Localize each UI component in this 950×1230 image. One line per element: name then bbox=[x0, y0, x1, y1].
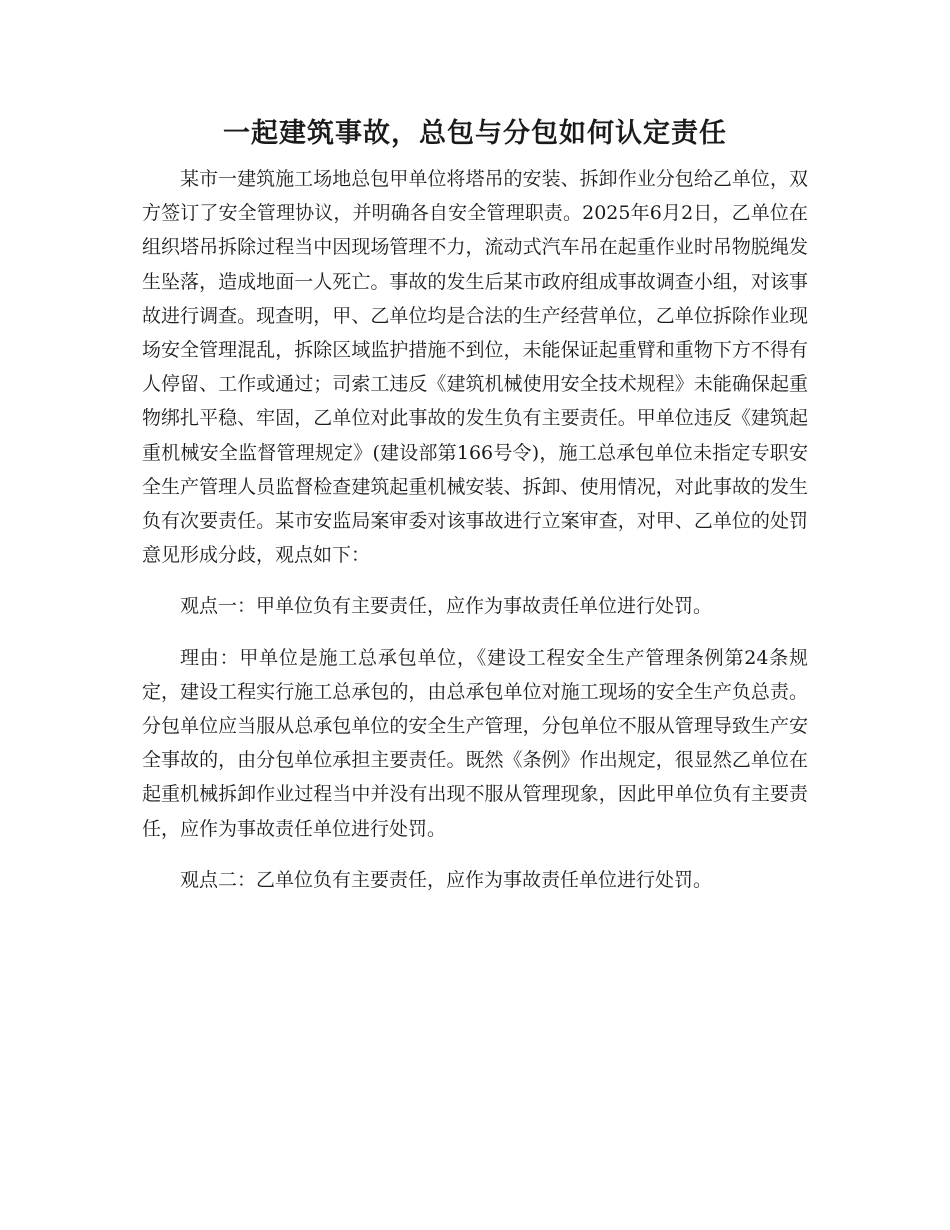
paragraph-viewpoint-two: 观点二：乙单位负有主要责任，应作为事故责任单位进行处罚。 bbox=[180, 868, 713, 891]
paragraph-case-description: 某市一建筑施工场地总包甲单位将塔吊的安装、拆卸作业分包给乙单位，双方签订了安全管理协议，并明确各自安全管理职责。2025年6月2日，乙单位在组织塔吊拆除过程当中因现场管理不力，流动式汽车吊在起重作业时吊物脱绳发生坠落，造成地面一人死亡。事故的发生后某市政府组成事故调查小组，对该事故进行调查。现查明，甲、乙单位均是合法的生产经营单位，乙单位拆除作业现场安全管理混乱，拆除区域监护措施不到位，未能保证起重臂和重物下方不得有人停留、工作或通过；司索工违反《建筑机械使用安全技术规程》未能确保起重物绑扎平稳、牢固，乙单位对此事故的发生负有主要责任。甲单位违反《建筑起重机械安全监督管理规定》(建设部第166号令)，施工总承包单位未指定专职安全生产管理人员监督检查建筑起重机械安装、拆卸、使用情况，对此事故的发生负有次要责任。某市安监局案审委对该事故进行立案审查，对甲、乙单位的处罚意见形成分歧，观点如下： bbox=[142, 168, 808, 567]
document-page bbox=[142, 112, 808, 897]
document-title: 一起建筑事故，总包与分包如何认定责任 bbox=[223, 118, 727, 149]
paragraph-viewpoint-one: 观点一：甲单位负有主要责任，应作为事故责任单位进行处罚。 bbox=[180, 595, 713, 618]
paragraph-reasoning: 理由：甲单位是施工总承包单位，《建设工程安全生产管理条例第24条规定，建设工程实行施工总承包的，由总承包单位对施工现场的安全生产负总责。分包单位应当服从总承包单位的安全生产管理，分包单位不服从管理导致生产安全事故的，由分包单位承担主要责任。既然《条例》作出规定，很显然乙单位在起重机械拆卸作业过程当中并没有出现不服从管理现象，因此甲单位负有主要责任，应作为事故责任单位进行处罚。 bbox=[142, 646, 808, 840]
